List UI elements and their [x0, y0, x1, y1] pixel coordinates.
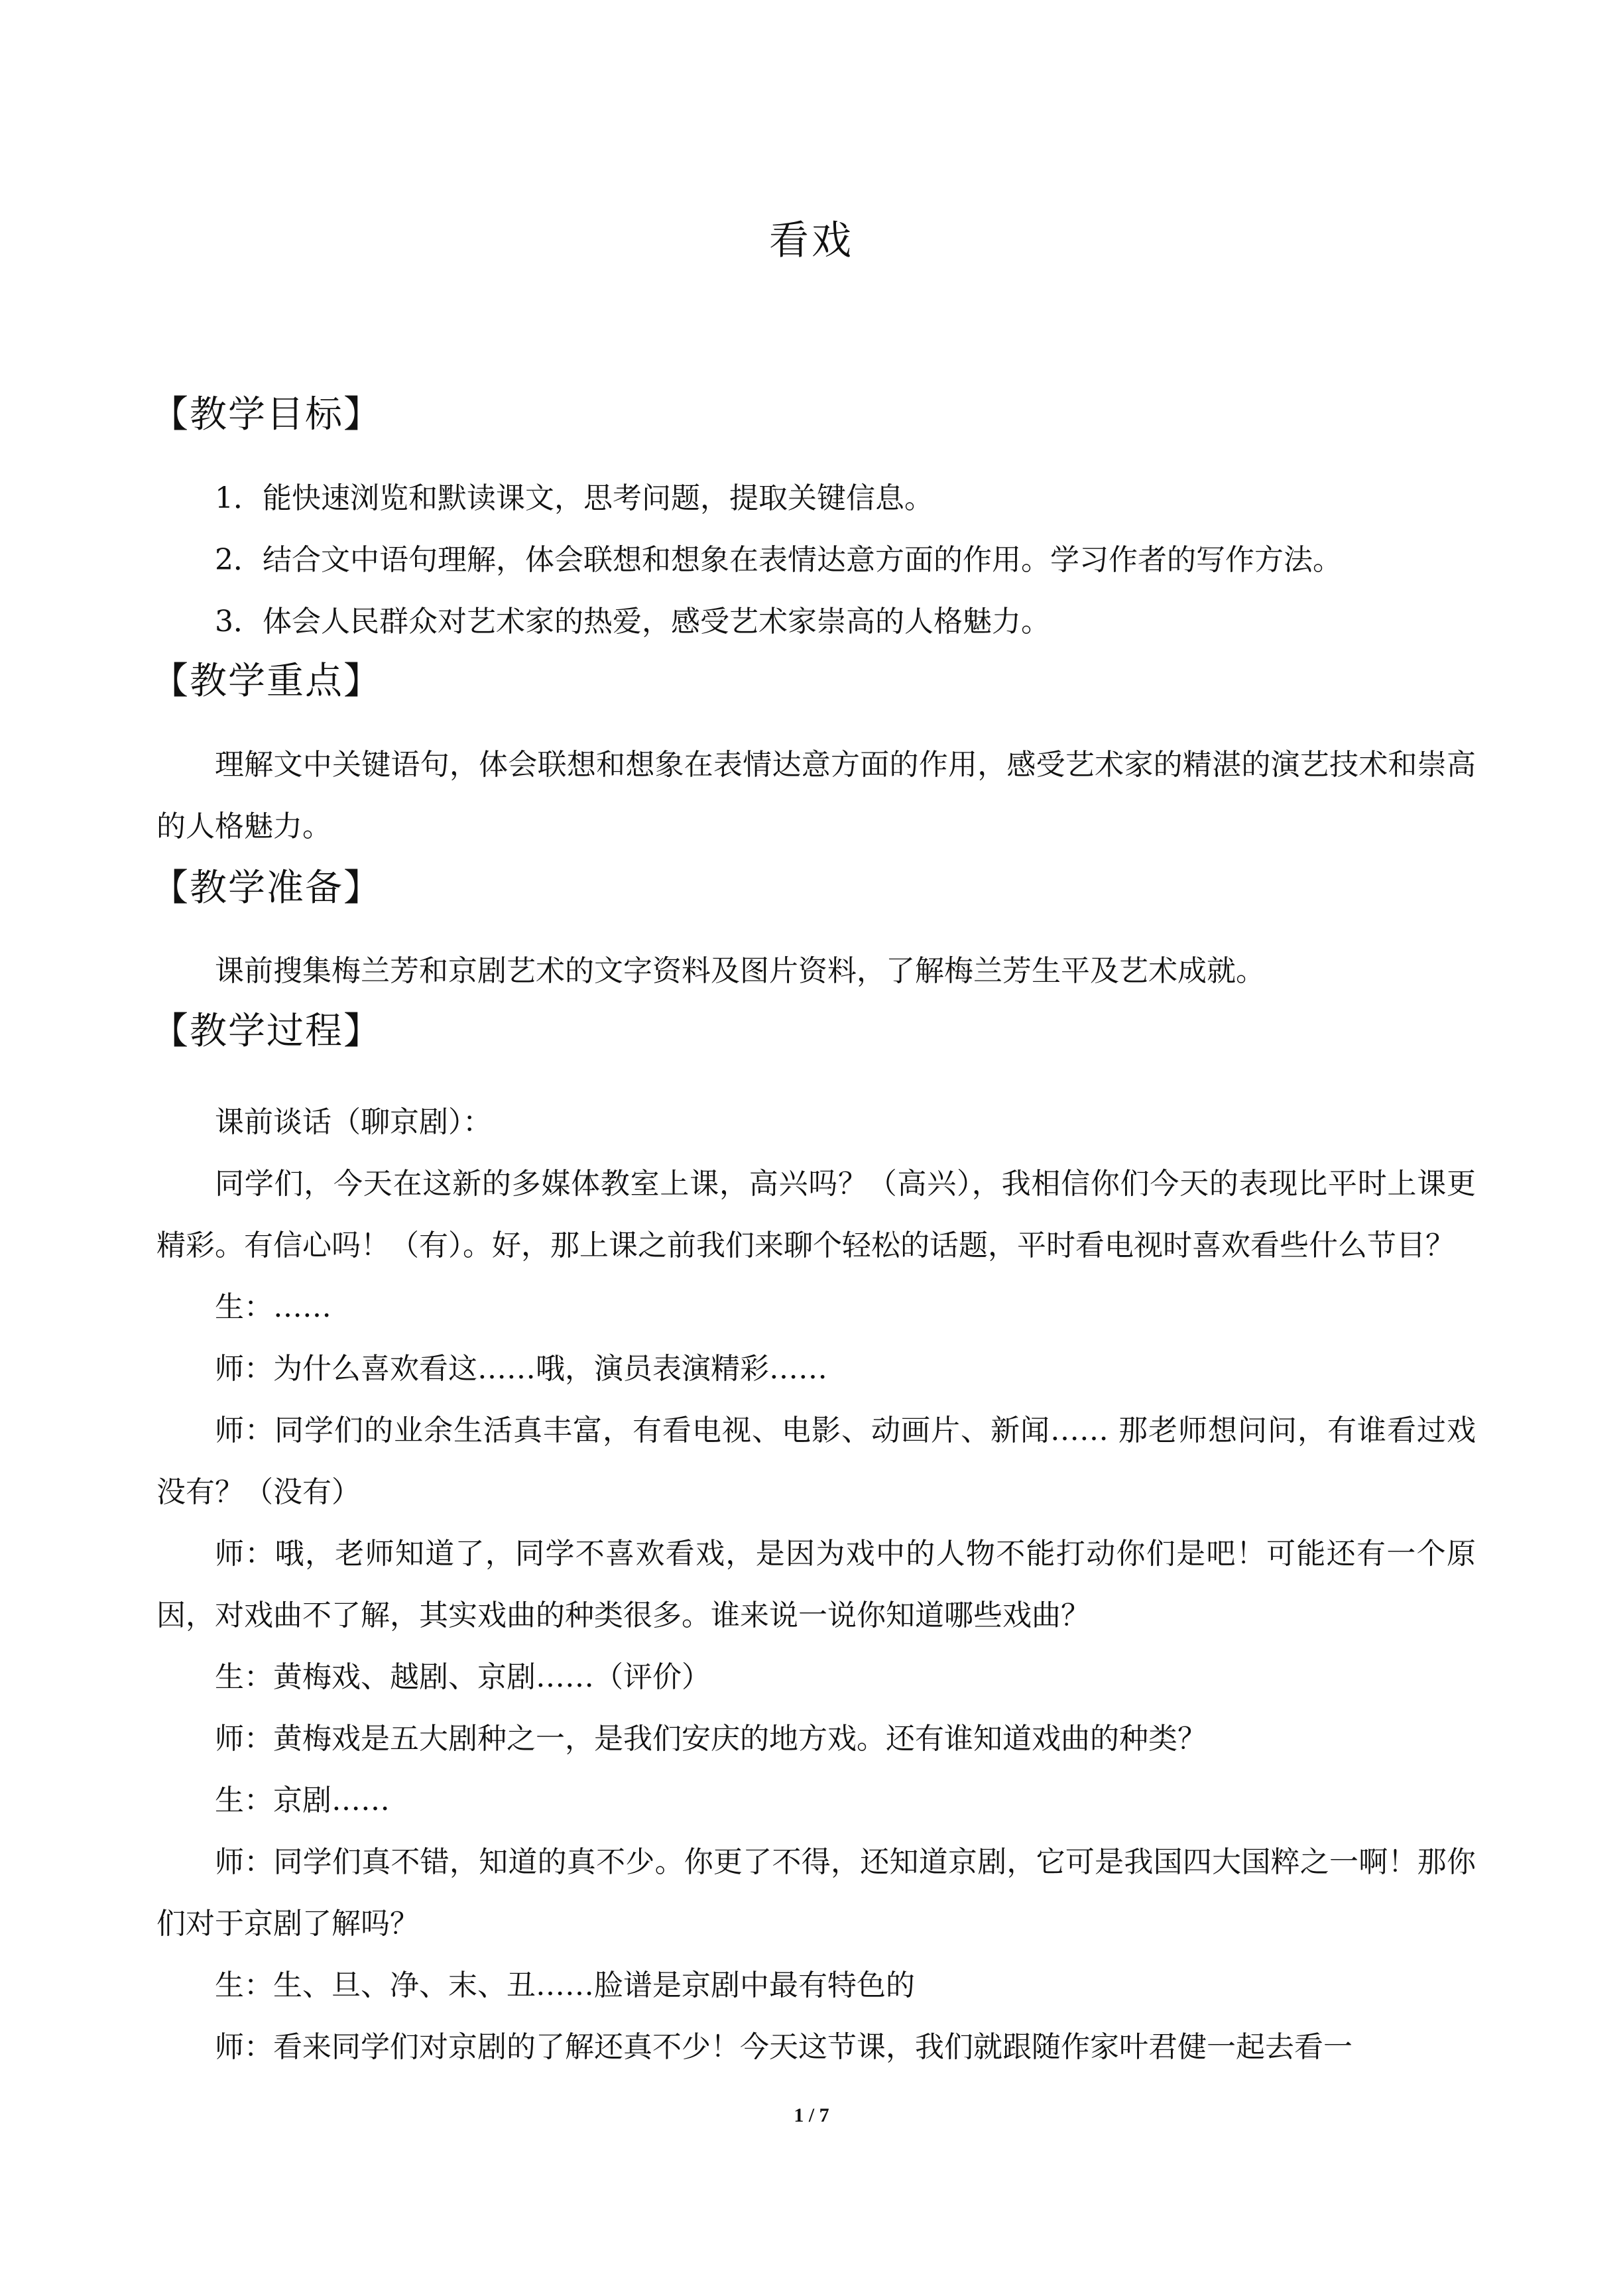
preparation-text-block	[156, 940, 1476, 1002]
section-heading-goals: 【教学目标】	[151, 393, 382, 436]
process-paragraph: 师：为什么喜欢看这……哦，演员表演精彩……	[215, 1352, 827, 1386]
page-title: 看戏	[769, 217, 854, 264]
key-points-text-block	[156, 734, 1476, 857]
section-heading-preparation: 【教学准备】	[151, 867, 382, 910]
process-paragraph: 同学们，今天在这新的多媒体教室上课，高兴吗？（高兴），我相信你们今天的表现比平时上课更精彩。有信心吗！（有）。好，那上课之前我们来聊个轻松的话题，平时看电视时喜欢看些什么节目？	[156, 1167, 1476, 1262]
process-paragraph: 师：哦，老师知道了，同学不喜欢看戏，是因为戏中的人物不能打动你们是吧！可能还有一个原因，对戏曲不了解，其实戏曲的种类很多。谁来说一说你知道哪些戏曲？	[156, 1537, 1476, 1632]
page-number: 1 / 7	[794, 2104, 829, 2126]
goal-item-3: 3．体会人民群众对艺术家的热爱，感受艺术家崇高的人格魅力。	[215, 605, 1050, 638]
process-paragraph: 师：黄梅戏是五大剧种之一，是我们安庆的地方戏。还有谁知道戏曲的种类？	[215, 1722, 1207, 1756]
section-heading-key-points: 【教学重点】	[151, 660, 382, 703]
preparation-paragraph: 课前搜集梅兰芳和京剧艺术的文字资料及图片资料，了解梅兰芳生平及艺术成就。	[215, 954, 1265, 988]
key-points-paragraph: 理解文中关键语句，体会联想和想象在表情达意方面的作用，感受艺术家的精湛的演艺技术和崇高的人格魅力。	[156, 748, 1476, 843]
goal-item-2: 2．结合文中语句理解，体会联想和想象在表情达意方面的作用。学习作者的写作方法。	[215, 543, 1342, 577]
process-paragraph: 生：京剧……	[215, 1783, 390, 1817]
goal-item-1: 1．能快速浏览和默读课文，思考问题，提取关键信息。	[215, 481, 933, 515]
process-paragraph: 师：同学们真不错，知道的真不少。你更了不得，还知道京剧，它可是我国四大国粹之一啊！那你们对于京剧了解吗？	[156, 1845, 1476, 1941]
section-heading-process: 【教学过程】	[151, 1010, 382, 1053]
goals-list	[156, 467, 1476, 652]
process-paragraph: 生：……	[215, 1290, 331, 1324]
process-text-block	[156, 1091, 1476, 2078]
process-paragraph: 生：生、旦、净、末、丑……脸谱是京剧中最有特色的	[215, 1968, 915, 2002]
process-paragraph: 师：同学们的业余生活真丰富，有看电视、电影、动画片、新闻…… 那老师想问问，有谁看过戏没有？（没有）	[156, 1414, 1476, 1509]
process-paragraph: 生：黄梅戏、越剧、京剧……（评价）	[215, 1660, 711, 1694]
process-paragraph: 课前谈话（聊京剧）：	[215, 1105, 492, 1139]
process-paragraph: 师：看来同学们对京剧的了解还真不少！今天这节课，我们就跟随作家叶君健一起去看一	[215, 2030, 1352, 2064]
